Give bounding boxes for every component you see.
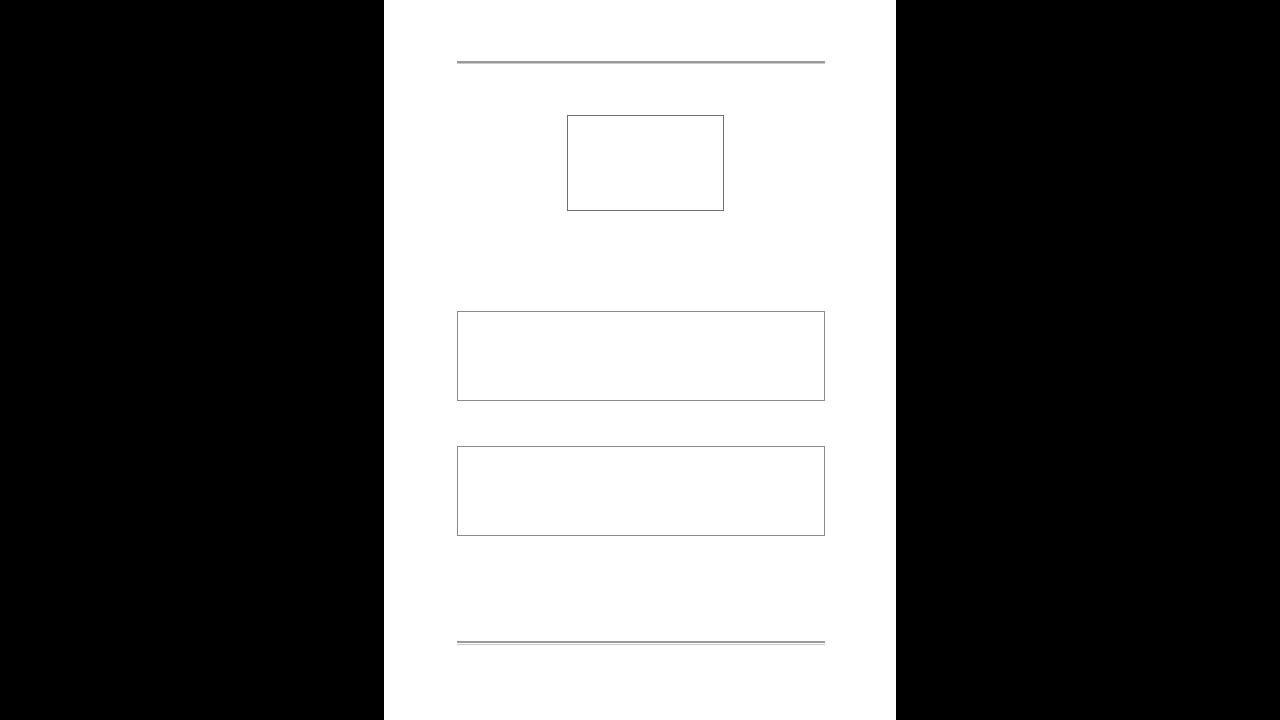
footer-rule-top bbox=[457, 641, 825, 643]
page-content-area bbox=[457, 0, 825, 720]
chart-plot-area bbox=[567, 115, 724, 211]
minitab-output-box-2 bbox=[457, 446, 825, 536]
document-page bbox=[384, 0, 896, 720]
footer-rule-bottom bbox=[457, 644, 825, 645]
minitab-output-box-1 bbox=[457, 311, 825, 401]
chart-svg bbox=[568, 116, 725, 212]
chart-y-tick-labels bbox=[541, 115, 565, 211]
header-rule-bottom bbox=[457, 63, 825, 64]
normal-probability-plot-figure bbox=[457, 88, 825, 256]
minitab-text-1 bbox=[458, 315, 824, 324]
minitab-text-2 bbox=[458, 450, 824, 459]
chart-x-tick-labels bbox=[567, 213, 724, 225]
